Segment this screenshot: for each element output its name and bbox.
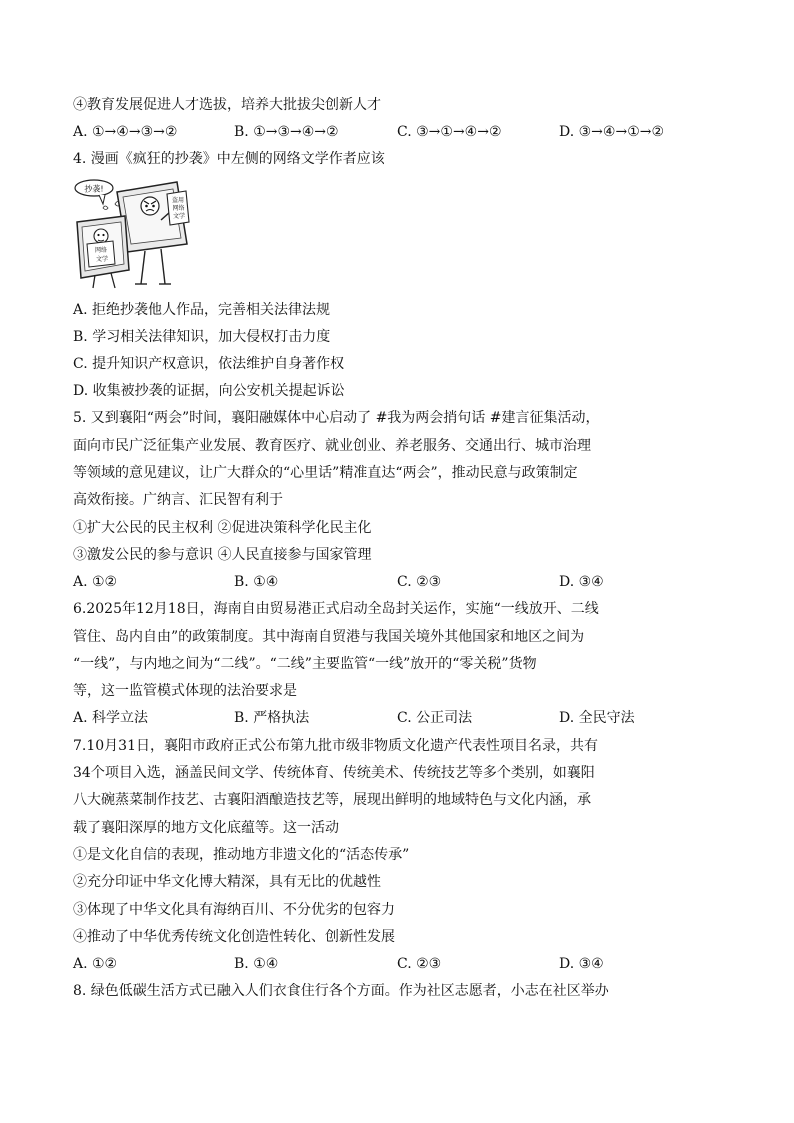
q5-stem-line-2: 面向市民广泛征集产业发展、教育医疗、就业创业、养老服务、交通出行、城市治理 <box>73 438 591 454</box>
q7-stem-line-2: 34个项目入选，涵盖民间文学、传统体育、传统美术、传统技艺等多个类别，如襄阳 <box>73 765 595 781</box>
q3-options <box>73 122 673 142</box>
q4-option-d[interactable]: D. 收集被抄袭的证据，向公安机关提起诉讼 <box>73 383 345 399</box>
q6-stem-line-2: 管住、岛内自由”的政策制度。其中海南自贸港与我国关境外其他国家和地区之间为 <box>73 629 585 645</box>
comic-sign-left-line-1: 网络 <box>94 247 108 254</box>
q8-stem-line-1: 8. 绿色低碳生活方式已融入人们衣食住行各个方面。作为社区志愿者，小志在社区举办 <box>73 983 609 999</box>
q6-stem-line-1: 6.2025年12月18日，海南自由贸易港正式启动全岛封关运作，实施“一线放开、二线 <box>73 601 599 617</box>
q6-option-c[interactable]: C. 公正司法 <box>397 710 473 726</box>
q7-stem-line-1: 7.10月31日，襄阳市政府正式公布第九批市级非物质文化遗产代表性项目名录，共有 <box>73 738 598 754</box>
q3-option-d[interactable]: D. ③→④→①→② <box>559 124 665 140</box>
q5-statements-1-2: ①扩大公民的民主权利 ②促进决策科学化民主化 <box>73 520 372 536</box>
q5-option-b[interactable]: B. ①④ <box>234 574 279 590</box>
q5-stem-line-4: 高效衔接。广纳言、汇民智有利于 <box>73 492 283 508</box>
q3-option-a[interactable]: A. ①→④→③→② <box>73 124 178 140</box>
q6-option-b[interactable]: B. 严格执法 <box>234 710 310 726</box>
q6-options <box>73 708 673 728</box>
q5-stem-line-3: 等领域的意见建议，让广大群众的“心里话”精准直达“两会”，推动民意与政策制定 <box>73 465 578 481</box>
comic-crazy-plagiarism-image <box>73 178 191 290</box>
q4-option-b[interactable]: B. 学习相关法律知识，加大侵权打击力度 <box>73 329 331 345</box>
q7-statement-1: ①是文化自信的表现，推动地方非遗文化的“活态传承” <box>73 847 410 863</box>
q7-statement-3: ③体现了中华文化具有海纳百川、不分优劣的包容力 <box>73 902 395 918</box>
q7-statement-4: ④推动了中华优秀传统文化创造性转化、创新性发展 <box>73 929 395 945</box>
q5-option-a[interactable]: A. ①② <box>73 574 118 590</box>
q3-option-b[interactable]: B. ①→③→④→② <box>234 124 339 140</box>
q4-stem: 4. 漫画《疯狂的抄袭》中左侧的网络文学作者应该 <box>73 151 385 167</box>
q5-option-c[interactable]: C. ②③ <box>397 574 442 590</box>
comic-bubble-text: 抄袭! <box>84 184 104 194</box>
q3-option-c[interactable]: C. ③→①→④→② <box>397 124 502 140</box>
comic-sign-right-line-3: 文学 <box>172 213 186 220</box>
q4-option-c[interactable]: C. 提升知识产权意识，依法维护自身著作权 <box>73 356 345 372</box>
comic-sign-right-line-1: 盗用 <box>171 197 185 204</box>
q7-stem-line-3: 八大碗蒸菜制作技艺、古襄阳酒酿造技艺等，展现出鲜明的地域特色与文化内涵，承 <box>73 792 591 808</box>
q7-stem-line-4: 载了襄阳深厚的地方文化底蕴等。这一活动 <box>73 820 339 836</box>
q4-option-a[interactable]: A. 拒绝抄袭他人作品，完善相关法律法规 <box>73 302 331 318</box>
q6-stem-line-4: 等，这一监管模式体现的法治要求是 <box>73 683 297 699</box>
q5-option-d[interactable]: D. ③④ <box>559 574 604 590</box>
q6-option-a[interactable]: A. 科学立法 <box>73 710 149 726</box>
q5-statements-3-4: ③激发公民的参与意识 ④人民直接参与国家管理 <box>73 547 372 563</box>
q7-options <box>73 954 673 974</box>
q7-option-c[interactable]: C. ②③ <box>397 956 442 972</box>
q7-option-b[interactable]: B. ①④ <box>234 956 279 972</box>
q6-option-d[interactable]: D. 全民守法 <box>559 710 635 726</box>
q5-options <box>73 572 673 592</box>
q7-option-a[interactable]: A. ①② <box>73 956 118 972</box>
comic-sign-left-line-2: 文学 <box>95 256 109 263</box>
q7-statement-2: ②充分印证中华文化博大精深，具有无比的优越性 <box>73 874 381 890</box>
q6-stem-line-3: “一线”，与内地之间为“二线”。“二线”主要监管“一线”放开的“零关税”货物 <box>73 656 537 672</box>
q7-option-d[interactable]: D. ③④ <box>559 956 604 972</box>
q3-statement-4: ④教育发展促进人才选拔，培养大批拔尖创新人才 <box>73 97 381 113</box>
q5-stem-line-1: 5. 又到襄阳“两会”时间，襄阳融媒体中心启动了 #我为两会捎句话 #建言征集活动， <box>73 410 600 426</box>
comic-sign-right-line-2: 网络 <box>172 205 185 212</box>
